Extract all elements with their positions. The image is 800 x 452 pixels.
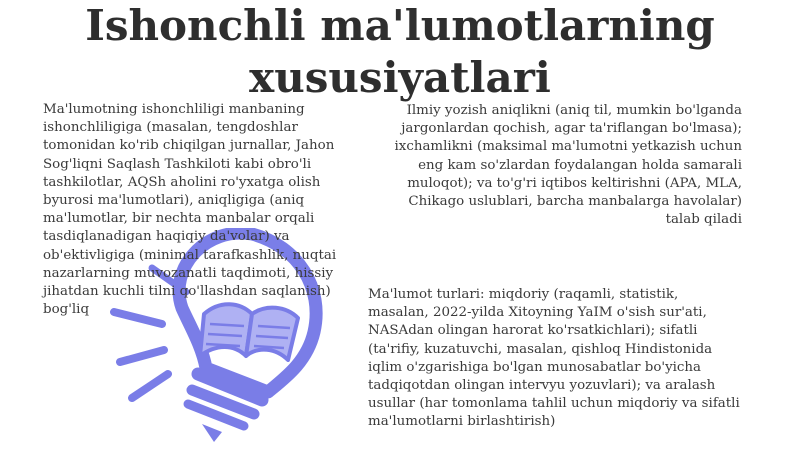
slide-title-line-1: Ishonchli ma'lumotlarning xyxy=(85,1,715,50)
data-types-paragraph: Ma'lumot turlari: miqdoriy (raqamli, statistik, masalan, 2022-yilda Xitoyning YaIM o'sish sur'ati, NASAdan olingan harorat ko'rsatkichlari); sifatli (ta'rifiy, kuzatuvchi, masalan, qishloq Hindistonida iqlim o'zgarishiga bo'lgan munosabatlar bo'yicha tadqiqotdan olingan intervyu yozuvlari); va aralash usullar (har tomonlama tahlil uchun miqdoriy va sifatli ma'lumotlarni birlashtirish) xyxy=(368,287,740,430)
reliability-paragraph: Ma'lumotning ishonchliligi manbaning ishonchliligiga (masalan, tengdoshlar tomonidan ko'rib chiqilgan jurnallar, Jahon Sog'liqni Saqlash Tashkiloti kabi obro'li tashkilotlar, AQSh aholini ro'yxatga olish byurosi ma'lumotlari), aniqligiga (aniq ma'lumotlar, bir nechta manbalar orqali tasdiqlanadigan haqiqiy da'volar) va ob'ektivligiga (minimal tarafkashlik, nuqtai nazarlarning muvozanatli taqdimoti, hissiy jihatdan kuchli tilni qo'llashdan saqlanish) bog'liq xyxy=(43,102,337,318)
slide-title xyxy=(0,0,800,104)
slide-title-line-2: xususiyatlari xyxy=(249,53,551,102)
scientific-writing-paragraph: Ilmiy yozish aniqlikni (aniq til, mumkin bo'lganda jargonlardan qochish, agar ta'riflangan bo'lmasa); ixchamlikni (maksimal ma'lumotni yetkazish uchun eng kam so'zlardan foydalangan holda samarali muloqot); va to'g'ri iqtibos keltirishni (APA, MLA, Chikago uslublari, barcha manbalarga havolalar) talab qiladi xyxy=(394,103,742,228)
